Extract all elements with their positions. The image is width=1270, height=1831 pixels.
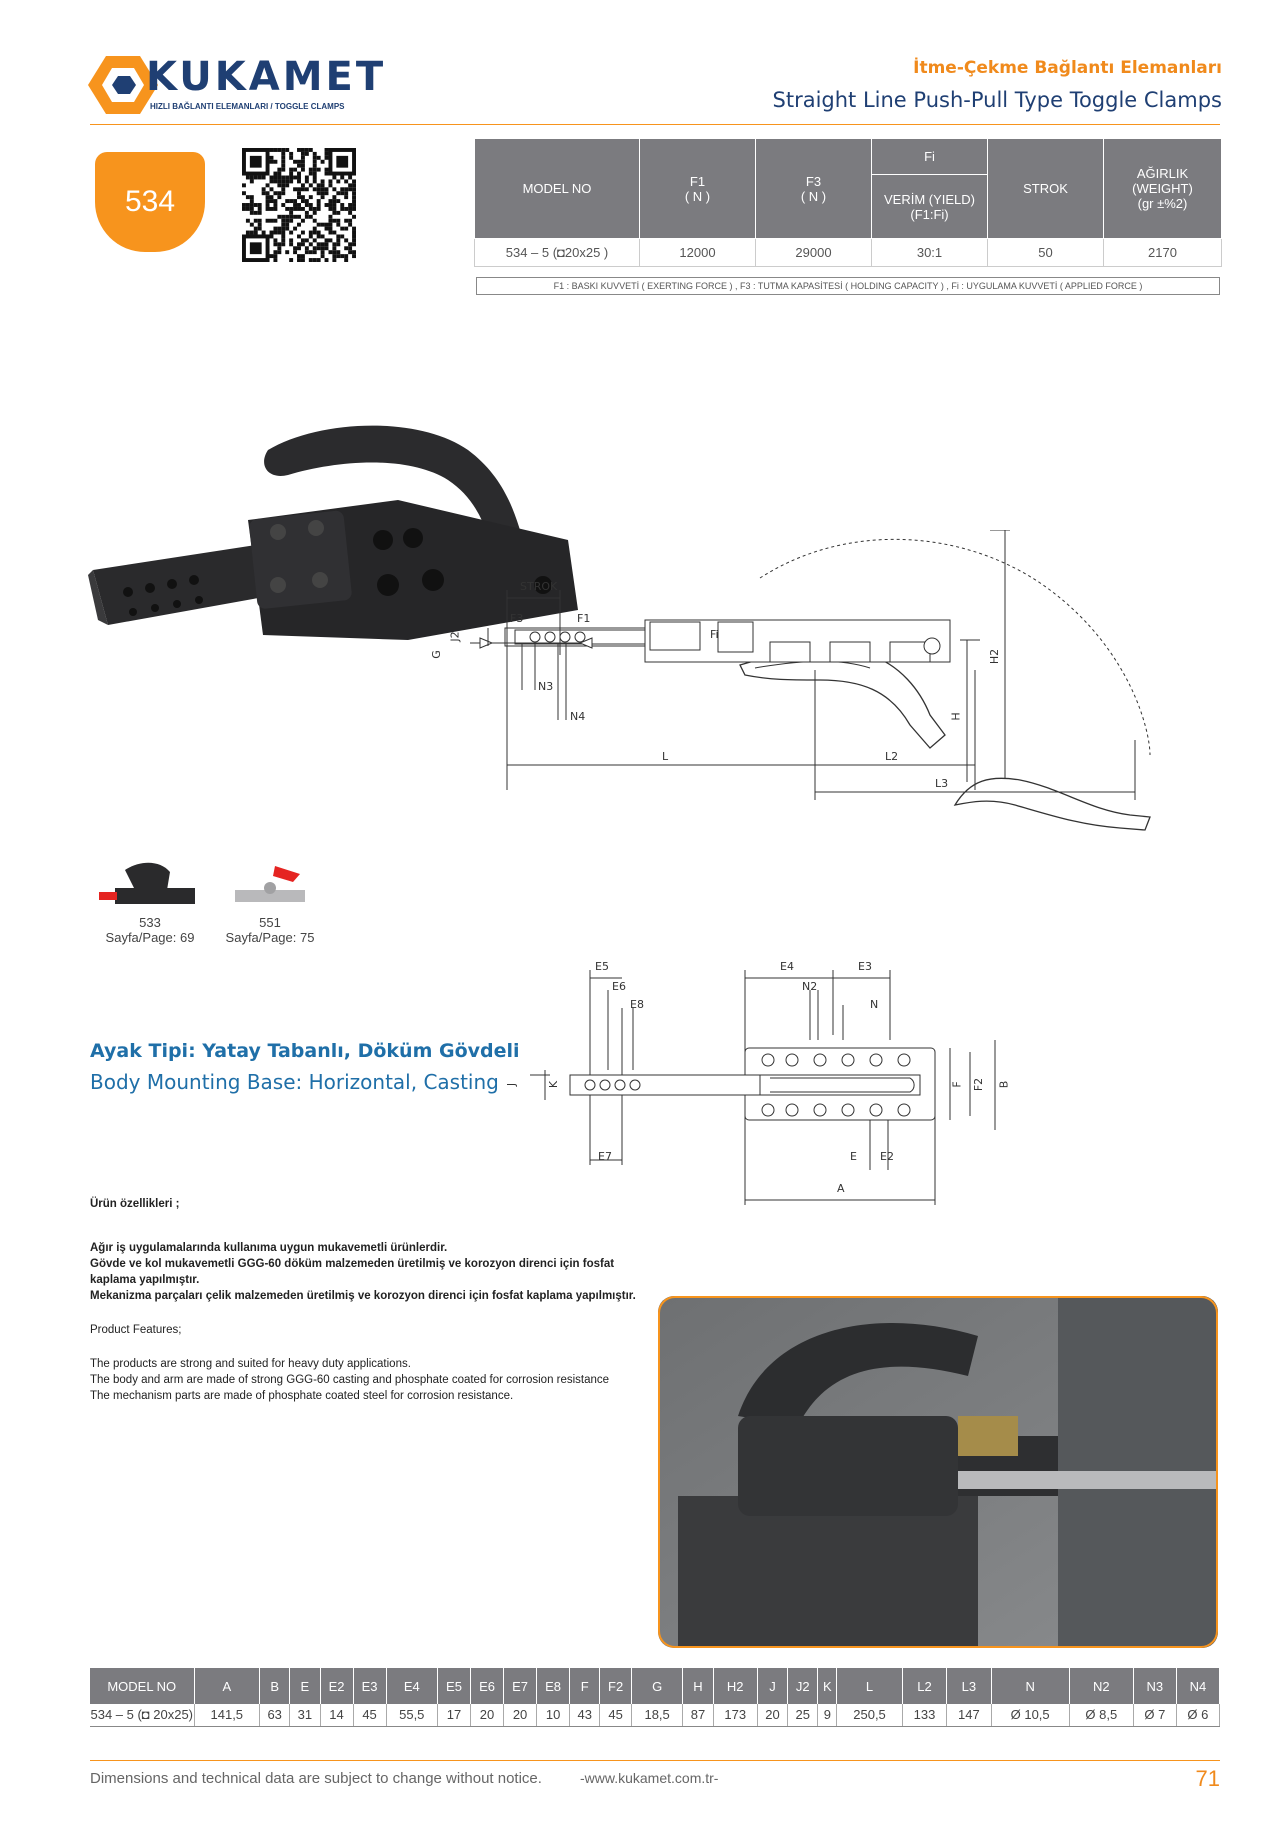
page-title-en: Straight Line Push-Pull Type Toggle Clamps: [772, 88, 1222, 112]
features-heading-en: Product Features;: [90, 1324, 182, 1336]
related-551-model: 551: [259, 915, 281, 930]
dims-header-16: J: [757, 1668, 787, 1704]
dims-header-20: L2: [902, 1668, 946, 1704]
dims-cell-18: 9: [818, 1704, 837, 1726]
spec-header-model: MODEL NO: [475, 139, 640, 239]
qr-code: [242, 148, 356, 262]
dims-header-15: H2: [713, 1668, 757, 1704]
label-e4: E4: [780, 960, 794, 973]
dims-header-17: J2: [788, 1668, 818, 1704]
spec-cell-model: 534 – 5 (◘20x25 ): [475, 239, 640, 267]
dims-header-12: F2: [600, 1668, 632, 1704]
page-number: 71: [1195, 1766, 1220, 1791]
dims-header-4: E2: [320, 1668, 353, 1704]
spec-legend: F1 : BASKI KUVVETİ ( EXERTING FORCE ) , F3 : TUTMA KAPASİTESİ ( HOLDING CAPACITY ) , Fi : UYGULAMA KUVVETİ ( APPLIED FORCE ): [476, 277, 1220, 295]
related-533-model: 533: [139, 915, 161, 930]
dims-header-13: G: [631, 1668, 682, 1704]
label-h2: H2: [988, 648, 1002, 665]
features-line2-tr: Gövde ve kol mukavemetli GGG-60 döküm malzemeden üretilmiş ve korozyon direnci için fosfat kaplama yapılmıştır.: [90, 1258, 615, 1286]
dims-header-6: E4: [386, 1668, 437, 1704]
dims-header-8: E6: [471, 1668, 504, 1704]
dims-cell-23: Ø 8,5: [1069, 1704, 1133, 1726]
label-f2: F2: [972, 1077, 986, 1092]
label-f3: F3: [510, 612, 524, 625]
dims-cell-5: 45: [353, 1704, 386, 1726]
features-line1-en: The products are strong and suited for heavy duty applications.: [90, 1358, 411, 1370]
spec-cell-yield: 30:1: [872, 239, 988, 267]
mounting-title-tr: Ayak Tipi: Yatay Tabanlı, Döküm Gövdeli: [90, 1040, 520, 1062]
label-j2: J2: [448, 631, 462, 642]
side-view-labels: [429, 530, 1250, 950]
dims-cell-20: 133: [902, 1704, 946, 1726]
dims-cell-13: 18,5: [631, 1704, 682, 1726]
spec-cell-f1: 12000: [640, 239, 756, 267]
label-n2: N2: [802, 980, 818, 993]
label-e5: E5: [595, 960, 609, 973]
header-rule: [90, 124, 1220, 125]
label-e8: E8: [630, 998, 644, 1011]
label-e6: E6: [612, 980, 626, 993]
features-line2-en: The body and arm are made of strong GGG-60 casting and phosphate coated for corrosion resistance: [90, 1374, 610, 1386]
dims-cell-19: 250,5: [837, 1704, 903, 1726]
dims-header-22: N: [991, 1668, 1069, 1704]
related-item-551[interactable]: [210, 860, 330, 945]
application-photo: [658, 1296, 1218, 1648]
related-551-page: Sayfa/Page: 75: [225, 930, 315, 945]
label-g: G: [429, 650, 443, 659]
dims-cell-24: Ø 7: [1133, 1704, 1176, 1726]
dims-header-10: E8: [537, 1668, 570, 1704]
dims-cell-3: 31: [290, 1704, 320, 1726]
dimensions-data-row: [90, 1704, 1220, 1726]
model-badge: 534: [95, 152, 205, 252]
label-a: A: [837, 1182, 845, 1195]
label-e: E: [850, 1150, 857, 1163]
spec-header-weight: AĞIRLIK (WEIGHT) (gr ±%2): [1104, 139, 1222, 239]
label-f: F: [950, 1081, 964, 1088]
label-b: B: [997, 1080, 1011, 1089]
dims-cell-8: 20: [471, 1704, 504, 1726]
dims-header-0: MODEL NO: [90, 1668, 194, 1704]
dims-header-5: E3: [353, 1668, 386, 1704]
dims-header-19: L: [837, 1668, 903, 1704]
spec-header-fi: Fi: [872, 139, 988, 175]
label-f1: F1: [577, 612, 591, 625]
features-heading-tr: Ürün özellikleri ;: [90, 1198, 180, 1210]
dims-cell-2: 63: [260, 1704, 290, 1726]
spec-header-yield: VERİM (YIELD) (F1:Fi): [872, 175, 988, 239]
footer-rule: [90, 1760, 1220, 1761]
top-view-labels: [505, 960, 1130, 1210]
spec-cell-f3: 29000: [756, 239, 872, 267]
related-item-533[interactable]: [90, 860, 210, 945]
dims-cell-21: 147: [947, 1704, 991, 1726]
dims-cell-1: 141,5: [194, 1704, 260, 1726]
dims-header-24: N3: [1133, 1668, 1176, 1704]
dims-header-23: N2: [1069, 1668, 1133, 1704]
related-533-page: Sayfa/Page: 69: [105, 930, 195, 945]
dims-cell-17: 25: [788, 1704, 818, 1726]
dims-cell-16: 20: [757, 1704, 787, 1726]
label-j: J: [505, 1082, 519, 1087]
dims-header-25: N4: [1176, 1668, 1219, 1704]
dimensions-table: [90, 1668, 1220, 1727]
dims-header-7: E5: [437, 1668, 470, 1704]
features-line3-tr: Mekanizma parçaları çelik malzemeden üretilmiş ve korozyon direnci için fosfat kaplama yapılmıştır.: [90, 1290, 636, 1302]
spec-cell-strok: 50: [988, 239, 1104, 267]
logo-text: KUKAMET: [146, 54, 387, 100]
dims-cell-9: 20: [504, 1704, 537, 1726]
dims-header-18: K: [818, 1668, 837, 1704]
dims-cell-6: 55,5: [386, 1704, 437, 1726]
dims-header-1: A: [194, 1668, 260, 1704]
dims-header-11: F: [570, 1668, 600, 1704]
label-n3: N3: [538, 680, 554, 693]
dims-cell-12: 45: [600, 1704, 632, 1726]
spec-header-f3: F3 ( N ): [756, 139, 872, 239]
spec-cell-weight: 2170: [1104, 239, 1222, 267]
logo-subtitle: HIZLI BAĞLANTI ELEMANLARI / TOGGLE CLAMPS: [150, 102, 345, 111]
spec-header-strok: STROK: [988, 139, 1104, 239]
dims-cell-22: Ø 10,5: [991, 1704, 1069, 1726]
label-n: N: [870, 998, 879, 1011]
dimensions-header-row: [90, 1668, 1220, 1704]
label-l3: L3: [935, 777, 949, 790]
dims-cell-15: 173: [713, 1704, 757, 1726]
mounting-title-en: Body Mounting Base: Horizontal, Casting: [90, 1070, 499, 1094]
dims-header-21: L3: [947, 1668, 991, 1704]
page-title-tr: İtme-Çekme Bağlantı Elemanları: [913, 58, 1222, 78]
label-e2: E2: [880, 1150, 894, 1163]
dims-cell-7: 17: [437, 1704, 470, 1726]
dims-header-3: E: [290, 1668, 320, 1704]
label-fi: Fi: [710, 628, 719, 641]
features-line1-tr: Ağır iş uygulamalarında kullanıma uygun mukavemetli ürünlerdir.: [90, 1242, 448, 1254]
label-strok: STROK: [520, 580, 558, 593]
footer-disclaimer: Dimensions and technical data are subject to change without notice.: [90, 1770, 542, 1787]
label-l: L: [662, 750, 669, 763]
label-k: K: [547, 1080, 561, 1089]
label-n4: N4: [570, 710, 586, 723]
label-h: H: [949, 712, 963, 721]
related-551-image: [215, 860, 325, 910]
logo: [88, 50, 387, 120]
related-533-image: [95, 860, 205, 910]
features-line3-en: The mechanism parts are made of phosphate coated steel for corrosion resistance.: [90, 1390, 514, 1402]
dims-cell-14: 87: [683, 1704, 713, 1726]
label-l2: L2: [885, 750, 899, 763]
dims-cell-11: 43: [570, 1704, 600, 1726]
spec-header-f1: F1 ( N ): [640, 139, 756, 239]
dims-cell-4: 14: [320, 1704, 353, 1726]
dims-header-14: H: [683, 1668, 713, 1704]
features: [90, 1196, 650, 1404]
dims-header-9: E7: [504, 1668, 537, 1704]
label-e3: E3: [858, 960, 872, 973]
dims-cell-0: 534 – 5 (◘ 20x25): [90, 1704, 194, 1726]
dims-header-2: B: [260, 1668, 290, 1704]
label-e7: E7: [598, 1150, 612, 1163]
dims-cell-25: Ø 6: [1176, 1704, 1219, 1726]
footer-url[interactable]: -www.kukamet.com.tr-: [580, 1770, 719, 1786]
spec-table: [474, 138, 1222, 267]
dims-cell-10: 10: [537, 1704, 570, 1726]
